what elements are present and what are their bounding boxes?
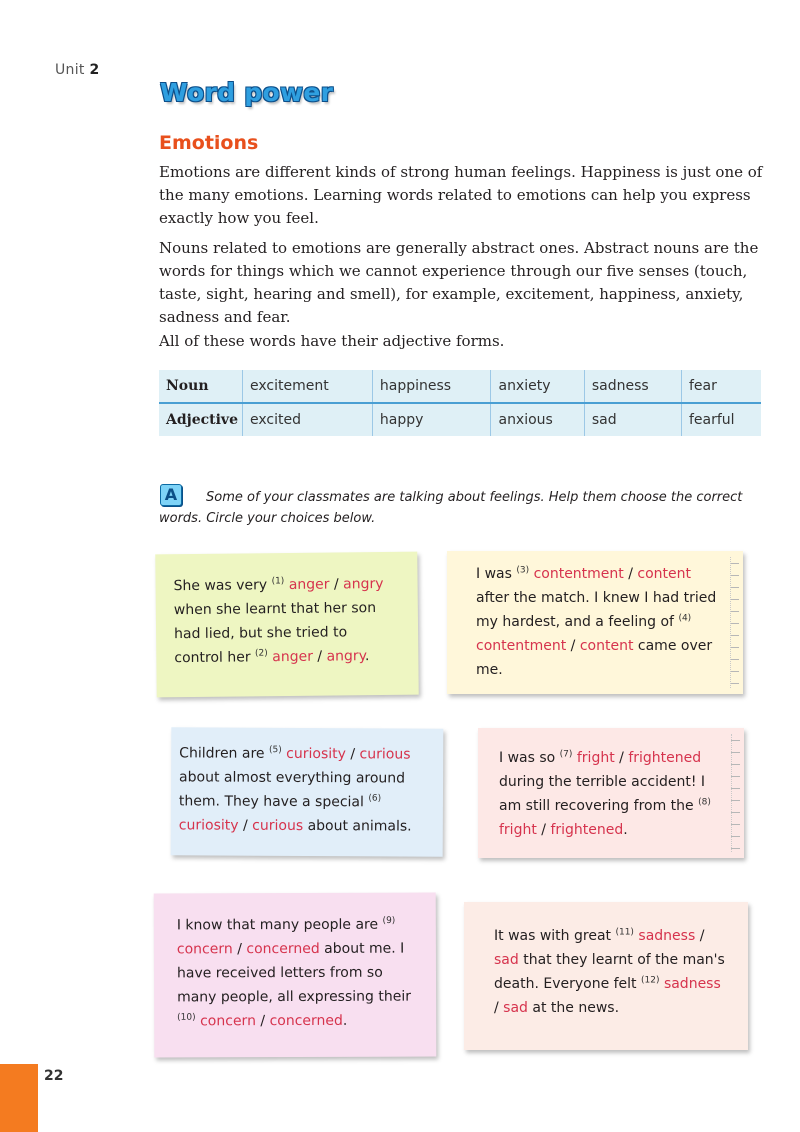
question-number: (8) — [698, 797, 711, 808]
choice-option[interactable]: sadness — [638, 928, 696, 944]
choice-option[interactable]: curious — [359, 746, 411, 763]
spiral-binding — [730, 557, 739, 688]
choice-option[interactable]: sad — [503, 1000, 528, 1016]
question-number: (5) — [268, 745, 282, 756]
choice-option[interactable]: concerned — [246, 940, 320, 958]
page-corner-tab — [0, 1064, 38, 1132]
choice-option[interactable]: frightened — [628, 750, 702, 766]
page-number: 22 — [44, 1068, 64, 1084]
choice-option[interactable]: fright — [576, 750, 615, 766]
table-cell: excited — [243, 403, 373, 436]
choice-option[interactable]: contentment — [533, 566, 624, 582]
choice-option[interactable]: frightened — [550, 822, 624, 838]
choice-option[interactable]: fright — [499, 822, 537, 838]
exercise-a-badge: A — [160, 484, 182, 506]
unit-number: 2 — [89, 62, 100, 78]
table-row-adjectives — [159, 403, 761, 436]
choice-option[interactable]: content — [637, 566, 692, 582]
question-number: (6) — [368, 793, 382, 804]
table-cell: anxiety — [491, 370, 584, 403]
note-card-1: She was very $^{(1)}$ anger / angry when she learnt that her son had lied, but she tried to control her $^{(2)}$ anger / angry. — [155, 552, 418, 698]
choice-option[interactable]: curious — [252, 817, 304, 834]
choice-option[interactable]: curiosity — [286, 745, 346, 763]
choice-option[interactable]: content — [579, 638, 634, 654]
choice-option[interactable]: sadness — [663, 976, 721, 992]
table-cell: sadness — [584, 370, 681, 403]
table-cell: fearful — [688, 412, 735, 428]
table-row-nouns — [159, 370, 761, 403]
exercise-a-instruction: Some of your classmates are talking about feelings. Help them choose the correct words. Circle your choices below. — [159, 490, 743, 526]
question-number: (10) — [177, 1012, 196, 1023]
table-cell: sad — [584, 403, 681, 436]
note-card-5: I know that many people are $^{(9)}$ concern / concerned about me. I have received letters from so many people, all expressing their $^{(10)}$ concern / concerned. — [154, 893, 437, 1058]
choice-option[interactable]: contentment — [476, 638, 567, 654]
question-number: (1) — [271, 576, 285, 587]
unit-label: Unit 2 — [55, 62, 100, 78]
question-number: (12) — [641, 975, 660, 986]
page-title: Word power — [160, 78, 334, 107]
choice-option[interactable]: concern — [200, 1013, 256, 1030]
note-card-6: It was with great $^{(11)}$ sadness / sad that they learnt of the man's death. Everyone felt $^{(12)}$ sadness / sad at the news. — [464, 902, 748, 1050]
choice-option[interactable]: anger — [272, 648, 314, 666]
choice-option[interactable]: concern — [176, 941, 233, 958]
abstract-nouns-paragraph: Nouns related to emotions are generally abstract ones. Abstract nouns are the words for things which we cannot experience through our five senses (touch, taste, sight, hearing and smell), for example, excitement, happiness, anxiety, sadness and fear. — [159, 239, 759, 326]
question-number: (9) — [382, 915, 396, 927]
table-cell: happy — [372, 403, 491, 436]
noun-adjective-table — [159, 370, 761, 436]
row-header-noun: Noun — [159, 370, 243, 403]
choice-option[interactable]: sad — [494, 952, 519, 968]
choice-option[interactable]: concerned — [269, 1012, 343, 1030]
adjective-forms-paragraph: All of these words have their adjective forms. — [159, 332, 505, 350]
section-heading: Emotions — [159, 132, 259, 154]
choice-option[interactable]: angry — [326, 648, 366, 665]
question-number: (4) — [678, 613, 692, 624]
table-cell: anxious — [491, 403, 584, 436]
intro-paragraph: Emotions are different kinds of strong human feelings. Happiness is just one of the many emotions. Learning words related to emotions can help you express exactly how you feel. — [159, 163, 763, 227]
table-cell: happiness — [372, 370, 491, 403]
spiral-binding — [731, 734, 740, 852]
question-number: (7) — [559, 749, 573, 760]
table-cell: fear — [681, 370, 761, 403]
note-card-3: Children are $^{(5)}$ curiosity / curious about almost everything around them. They have a special $^{(6)}$ curiosity / curious about animals. — [171, 727, 444, 856]
choice-option[interactable]: curiosity — [178, 817, 239, 834]
question-number: (3) — [516, 565, 530, 576]
choice-option[interactable]: angry — [343, 575, 384, 593]
note-card-4: I was so $^{(7)}$ fright / frightened during the terrible accident! I am still recovering from the $^{(8)}$ fright / frightened. — [478, 728, 744, 858]
choice-option[interactable]: anger — [288, 576, 330, 593]
table-cell: excitement — [243, 370, 373, 403]
question-number: (2) — [254, 648, 268, 659]
note-card-2: I was $^{(3)}$ contentment / content after the match. I knew I had tried my hardest, and a feeling of $^{(4)}$ contentment / content came over me. — [447, 551, 743, 694]
row-header-adjective: Adjective — [159, 403, 243, 436]
question-number: (11) — [615, 927, 634, 938]
